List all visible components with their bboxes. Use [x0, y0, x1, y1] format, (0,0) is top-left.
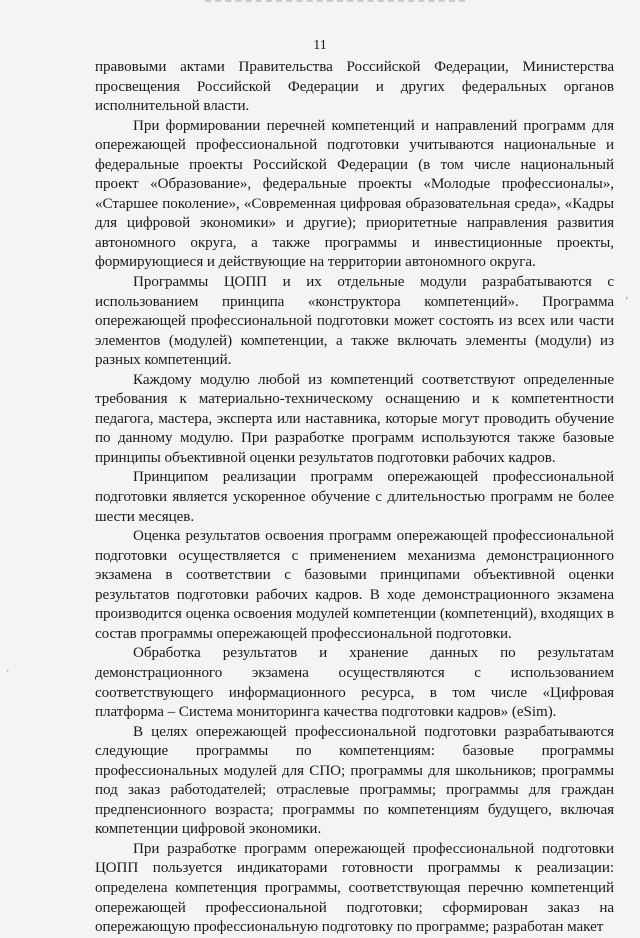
scan-header-artifact [205, 0, 465, 7]
paragraph-accelerated-training: Принципом реализации программ опережающей профессиональной подготовки является ускоренное обучение с длительностью программ не более шести месяцев. [95, 469, 614, 525]
paragraph-competency-lists: При формировании перечней компетенций и направлений программ для опережающей профессиональной подготовки учитываются национальные и федеральные проекты Российской Федерации (в том числе национальный проект «Образование», федеральные проекты «Молодые профессионалы», «Старшее поколение», «Современная цифровая образовательная среда», «Кадры для цифровой экономики» и другие); приоритетные направления развития автономного округа, а также программы и инвестиционные проекты, формирующиеся и действующие на территории автономного округа. [95, 117, 614, 271]
paragraph-program-types: В целях опережающей профессиональной подготовки разрабатываются следующие программы по компетенциям: базовые программы профессиональных модулей для СПО; программы для школьников; программы под заказ работодателей; отраслевые программы; программы для граждан предпенсионного возраста; программы по компетенциям будущего, включая компетенции цифровой экономики. [95, 723, 614, 838]
paragraph-demo-exam: Оценка результатов освоения программ опережающей профессиональной подготовки осуществляется с применением механизма демонстрационного экзамена в соответствии с базовыми принципами объективной оценки результатов подготовки рабочих кадров. В ходе демонстрационного экзамена производится оценка освоения модулей компетенции (компетенций), входящих в состав программы опережающей профессиональной подготовки. [95, 528, 614, 642]
paragraph-constructor-principle: Программы ЦОПП и их отдельные модули разрабатываются с использованием принципа «конструктора компетенций». Программа опережающей профессиональной подготовки может состоять из всех или части элементов (модулей) компетенции, а также включать элементы (модули) из разных компетенций. [95, 274, 614, 369]
page-number: 11 [313, 38, 327, 53]
scan-speck: ʼ [625, 296, 629, 307]
paragraph-module-requirements: Каждому модулю любой из компетенций соответствуют определенные требования к материально-техническому оснащению и к компетентности педагога, мастера, эксперта или наставника, которые могут проводить обучение по данному модулю. При разработке программ используются также базовые принципы объективной оценки результатов подготовки рабочих кадров. [95, 371, 614, 466]
paragraph-readiness-indicators: При разработке программ опережающей профессиональной подготовки ЦОПП пользуется индикаторами готовности программы к реализации: определена компетенция программы, соответствующая перечню компетенций опережающей профессиональной подготовки; сформирован заказ на опережающую профессиональную подготовку по программе; разработан макет [95, 840, 614, 936]
paragraph-continuation: правовыми актами Правительства Российской Федерации, Министерства просвещения Российской Федерации и других федеральных органов исполнительной власти. [95, 59, 614, 115]
scan-speck: ˋ [6, 670, 10, 681]
document-body [95, 58, 614, 938]
paragraph-esim-platform: Обработка результатов и хранение данных по результатам демонстрационного экзамена осуществляются с использованием соответствующего информационного ресурса, в том числе «Цифровая платформа – Система мониторинга качества подготовки кадров» (eSim). [95, 645, 614, 721]
